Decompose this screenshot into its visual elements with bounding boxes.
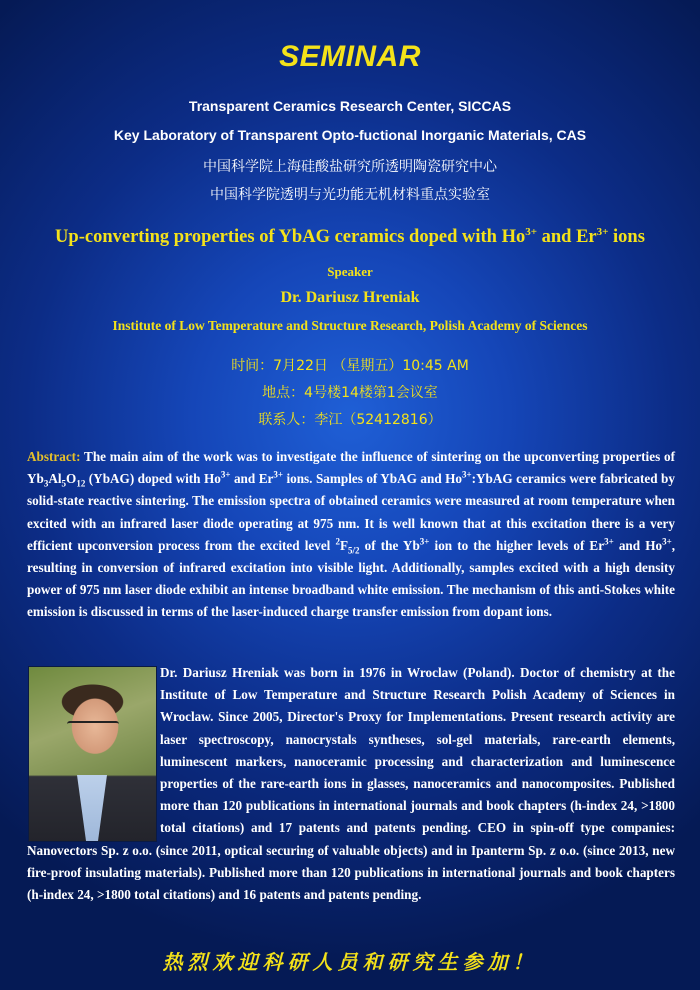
welcome-message: 热烈欢迎科研人员和研究生参加！ (162, 950, 538, 974)
bio-text: Dr. Dariusz Hreniak was born in 1976 in Wroclaw (Poland). Doctor of chemistry at the Institute of Low Temperature and Structure Research Polish Academy of Sciences in Wroclaw. Since 2005, Director's Proxy for Implementations. Present research activity are laser spectroscopy, nanocrystals syntheses, sol-gel materials, rare-earth elements, luminescent markers, nanoceramic processing and characterization and luminescence properties of the rare-earth ions in glasses, nanoceramics and nanocomposites. Published more than 120 publications in international journals and book chapters (h-index 24, >1800 total citations) and 17 patents and patents pending. CEO in spin-off type companies: Nanovectors Sp. z o.o. (since 2011, optical securing of valuable objects) and in Ipanterm Sp. z o.o. (since 2013, new fire-proof insulating materials). Published more than 120 publications in international journals and book chapters (h-index 24, >1800 total citations) and 16 patents and patents pending. (27, 665, 675, 903)
talk-title: Up-converting properties of YbAG ceramics doped with $Ho^{3+}$ and $Er^{3+}$ ions (55, 226, 645, 248)
speaker-label: Speaker (327, 264, 373, 279)
speaker-bio (27, 662, 675, 906)
org-name-cn-2: 中国科学院透明与光功能无机材料重点实验室 (210, 187, 490, 203)
seminar-time: 时间：7月22日 （星期五）10:45 AM (231, 358, 469, 374)
speaker-name: Dr. Dariusz Hreniak (280, 289, 420, 306)
speaker-institute: Institute of Low Temperature and Structure Research, Polish Academy of Sciences (112, 318, 588, 333)
org-name-en-1: Transparent Ceramics Research Center, SICCAS (188, 98, 512, 114)
abstract-lead: Abstract: (27, 449, 81, 464)
org-name-en-2: Key Laboratory of Transparent Opto-fuctional Inorganic Materials, CAS (113, 127, 587, 143)
poster-title: SEMINAR (279, 40, 421, 73)
org-name-cn-1: 中国科学院上海硅酸盐研究所透明陶瓷研究中心 (203, 159, 497, 175)
seminar-contact: 联系人：李江（52412816） (258, 412, 442, 428)
abstract-paragraph: Abstract: The main aim of the work was to investigate the influence of sintering on the upconverting properties of $Yb_3Al_5O_{12}$ (YbAG) doped with $Ho^{3+}$ and $Er^{3+}$ ions. Samples of YbAG and $Ho^{3+}:YbAG$ ceramics were fabricated by solid-state reactive sintering. The emission spectra of obtained ceramics were measured at room temperature when excited with an infrared laser diode operating at 975 nm. It is well known that at this excitation there is a very efficient upconversion process from the excited level $^2F_{5/2}$ of the $Yb^{3+}$ ion to the higher levels of $Er^{3+}$ and $Ho^{3+}$, resulting in conversion of infrared excitation into visible light. Additionally, samples excited with a high density power of 975 nm laser diode exhibit an intense broadband white emission. The mechanism of this anti-Stokes white emission is discussed in terms of the laser-induced charge transfer emission from dopant ions. (27, 449, 675, 620)
seminar-location: 地点：4号楼14楼第1会议室 (262, 385, 438, 401)
